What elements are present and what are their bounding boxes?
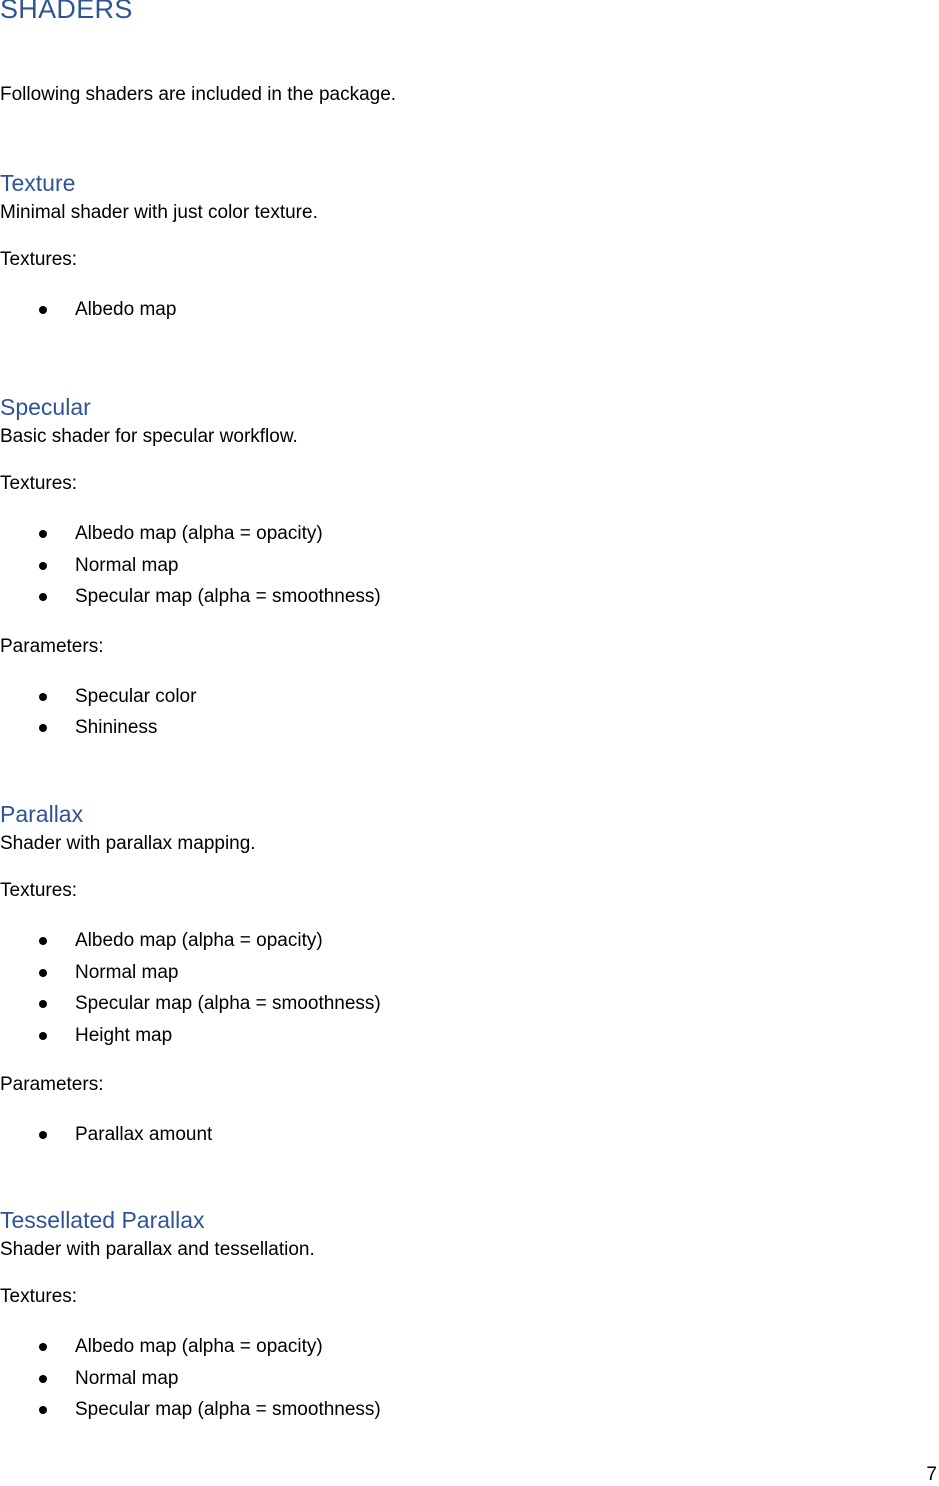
textures-label: Textures:: [0, 249, 78, 270]
section-description: Shader with parallax and tessellation.: [0, 1239, 315, 1260]
textures-list: [0, 1331, 939, 1426]
list-item: Albedo map (alpha = opacity): [0, 518, 939, 550]
list-item: Albedo map (alpha = opacity): [0, 925, 939, 957]
list-item: Parallax amount: [0, 1119, 939, 1151]
page-number: 7: [926, 1464, 937, 1485]
list-item: Albedo map (alpha = opacity): [0, 1331, 939, 1363]
textures-list: [0, 294, 939, 326]
bullet-icon: [39, 724, 47, 732]
list-item: Specular map (alpha = smoothness): [0, 581, 939, 613]
bullet-icon: [39, 593, 47, 601]
bullet-icon: [39, 1343, 47, 1351]
textures-label: Textures:: [0, 1286, 78, 1307]
textures-label: Textures:: [0, 473, 78, 494]
list-item: Height map: [0, 1020, 939, 1052]
bullet-icon: [39, 1032, 47, 1040]
section-description: Basic shader for specular workflow.: [0, 426, 298, 447]
bullet-icon: [39, 1000, 47, 1008]
bullet-icon: [39, 1406, 47, 1414]
section-description: Shader with parallax mapping.: [0, 833, 256, 854]
section-specular: [0, 392, 939, 744]
section-heading: Specular: [0, 394, 91, 420]
bullet-icon: [39, 562, 47, 570]
bullet-icon: [39, 937, 47, 945]
list-item: Specular map (alpha = smoothness): [0, 988, 939, 1020]
parameters-list: [0, 1119, 939, 1151]
page-title: SHADERS: [0, 0, 133, 24]
intro-text: Following shaders are included in the package.: [0, 84, 397, 105]
list-item: Normal map: [0, 1363, 939, 1395]
textures-label: Textures:: [0, 880, 78, 901]
bullet-icon: [39, 969, 47, 977]
section-tessellated-parallax: [0, 1205, 939, 1426]
textures-list: [0, 518, 939, 613]
bullet-icon: [39, 1375, 47, 1383]
section-parallax: [0, 799, 939, 1151]
bullet-icon: [39, 306, 47, 314]
list-item: Albedo map: [0, 294, 939, 326]
parameters-label: Parameters:: [0, 635, 104, 657]
section-description: Minimal shader with just color texture.: [0, 202, 318, 223]
list-item: Specular color: [0, 681, 939, 713]
bullet-icon: [39, 693, 47, 701]
textures-list: [0, 925, 939, 1051]
parameters-label: Parameters:: [0, 1074, 104, 1095]
section-heading: Tessellated Parallax: [0, 1207, 205, 1233]
section-heading: Parallax: [0, 801, 84, 827]
list-item: Normal map: [0, 550, 939, 582]
bullet-icon: [39, 1131, 47, 1139]
parameters-list: [0, 681, 939, 744]
list-item: Specular map (alpha = smoothness): [0, 1394, 939, 1426]
bullet-icon: [39, 530, 47, 538]
section-heading: Texture: [0, 170, 76, 196]
list-item: Shininess: [0, 712, 939, 744]
list-item: Normal map: [0, 957, 939, 989]
section-texture: [0, 168, 939, 326]
